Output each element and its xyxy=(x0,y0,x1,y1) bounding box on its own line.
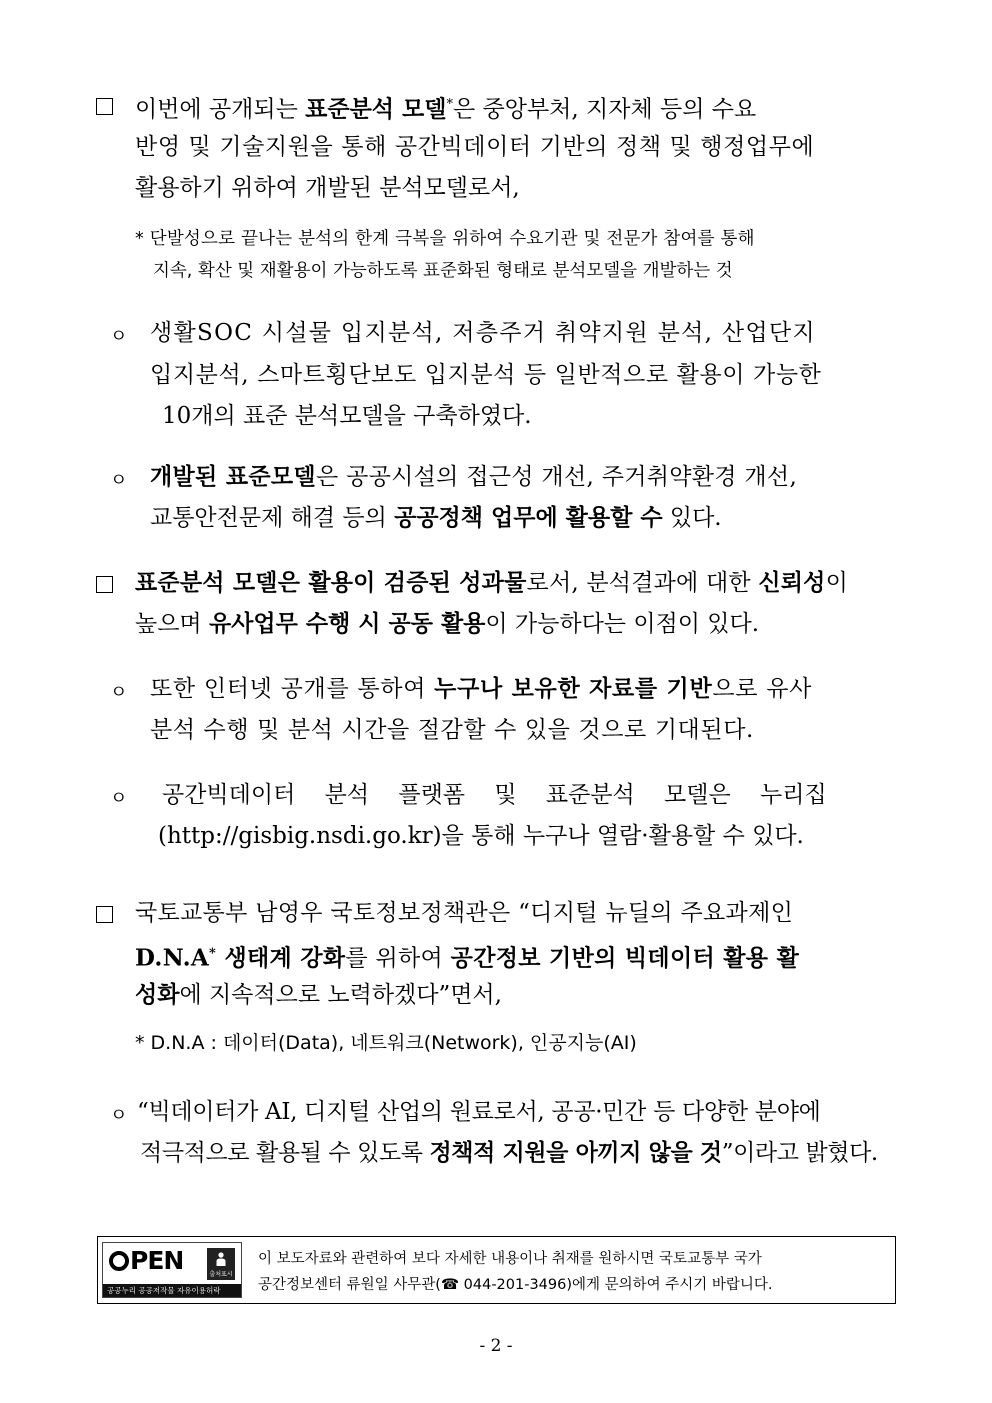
circle-bullet: ㅇ xyxy=(110,1105,128,1126)
s3a-line2: 적극적으로 활용될 수 있도록 정책적 지원을 아끼지 않을 것”이라고 밝혔다. xyxy=(140,1139,878,1166)
s3-note: * D.N.A : 데이터(Data), 네트워크(Network), 인공지능(AI) xyxy=(135,1032,637,1054)
s1a-line2: 입지분석, 스마트횡단보도 입지분석 등 일반적으로 활용이 가능한 xyxy=(150,362,822,388)
s2a-line2: 분석 수행 및 분석 시간을 절감할 수 있을 것으로 기대된다. xyxy=(150,717,754,743)
open-o-icon xyxy=(109,1251,129,1271)
s2b-line2: (http://gisbig.nsdi.go.kr)을 통해 누구나 열람·활용할 수 있다. xyxy=(158,823,804,849)
s2-line1: 표준분석 모델은 활용이 검증된 성과물로서, 분석결과에 대한 신뢰성이 xyxy=(135,569,849,596)
person-icon xyxy=(216,1252,226,1266)
s1b-line2: 교통안전문제 해결 등의 공공정책 업무에 활용할 수 있다. xyxy=(150,504,722,531)
square-bullet xyxy=(96,900,113,931)
attribution-badge: 출처표시 xyxy=(207,1248,235,1280)
s2b-line1: 공간빅데이터 분석 플랫폼 및 표준분석 모델은 누리집 xyxy=(162,782,827,808)
s1-line1: 이번에 공개되는 표준분석 모델*은 중앙부처, 지자체 등의 수요 xyxy=(135,95,757,123)
footer-line2: 공간정보센터 류원일 사무관(☎ 044-201-3496)에게 문의하여 주시기 바랍니다. xyxy=(258,1277,773,1293)
s3a-line1: “빅데이터가 AI, 디지털 산업의 원료로서, 공공·민간 등 다양한 분야에 xyxy=(137,1099,821,1125)
s1a-line1: 생활SOC 시설물 입지분석, 저층주거 취약지원 분석, 산업단지 xyxy=(150,320,816,346)
s2-line2: 높으며 유사업무 수행 시 공동 활용이 가능하다는 이점이 있다. xyxy=(135,610,760,637)
circle-bullet: ㅇ xyxy=(110,788,128,809)
phone-icon: ☎ xyxy=(440,1277,460,1293)
circle-bullet: ㅇ xyxy=(110,326,128,347)
s3-line3: 성화에 지속적으로 노력하겠다”면서, xyxy=(135,981,502,1008)
s2a-line1: 또한 인터넷 공개를 통하여 누구나 보유한 자료를 기반으로 유사 xyxy=(150,675,813,702)
circle-bullet: ㅇ xyxy=(110,682,128,703)
contact-footer xyxy=(97,1236,896,1304)
s3-line1: 국토교통부 남영우 국토정보정책관은 “디지털 뉴딜의 주요과제인 xyxy=(135,900,794,926)
s1-line3: 활용하기 위하여 개발된 분석모델로서, xyxy=(135,175,520,201)
footer-line1: 이 보도자료와 관련하여 보다 자세한 내용이나 취재를 원하시면 국토교통부 국가 xyxy=(258,1251,762,1267)
s1-line2: 반영 및 기술지원을 통해 공간빅데이터 기반의 정책 및 행정업무에 xyxy=(135,134,815,160)
square-bullet xyxy=(96,92,113,123)
circle-bullet: ㅇ xyxy=(110,470,128,491)
s1b-line1: 개발된 표준모델은 공공시설의 접근성 개선, 주거취약환경 개선, xyxy=(150,463,798,490)
kogl-open-logo: PEN 출처표시 공공누리 공공저작물 자유이용허락 xyxy=(102,1242,242,1298)
s1-note-line2: 지속, 확산 및 재활용이 가능하도록 표준화된 형태로 분석모델을 개발하는 것 xyxy=(153,261,733,281)
page-number: - 2 - xyxy=(479,1336,513,1356)
s1a-line3: 10개의 표준 분석모델을 구축하였다. xyxy=(162,403,532,429)
square-bullet xyxy=(96,570,113,601)
s1-note-line1: * 단발성으로 끝나는 분석의 한계 극복을 위하여 수요기관 및 전문가 참여를 통해 xyxy=(135,229,755,249)
s3-line2: D.N.A* 생태계 강화를 위하여 공간정보 기반의 빅데이터 활용 활 xyxy=(135,944,800,972)
